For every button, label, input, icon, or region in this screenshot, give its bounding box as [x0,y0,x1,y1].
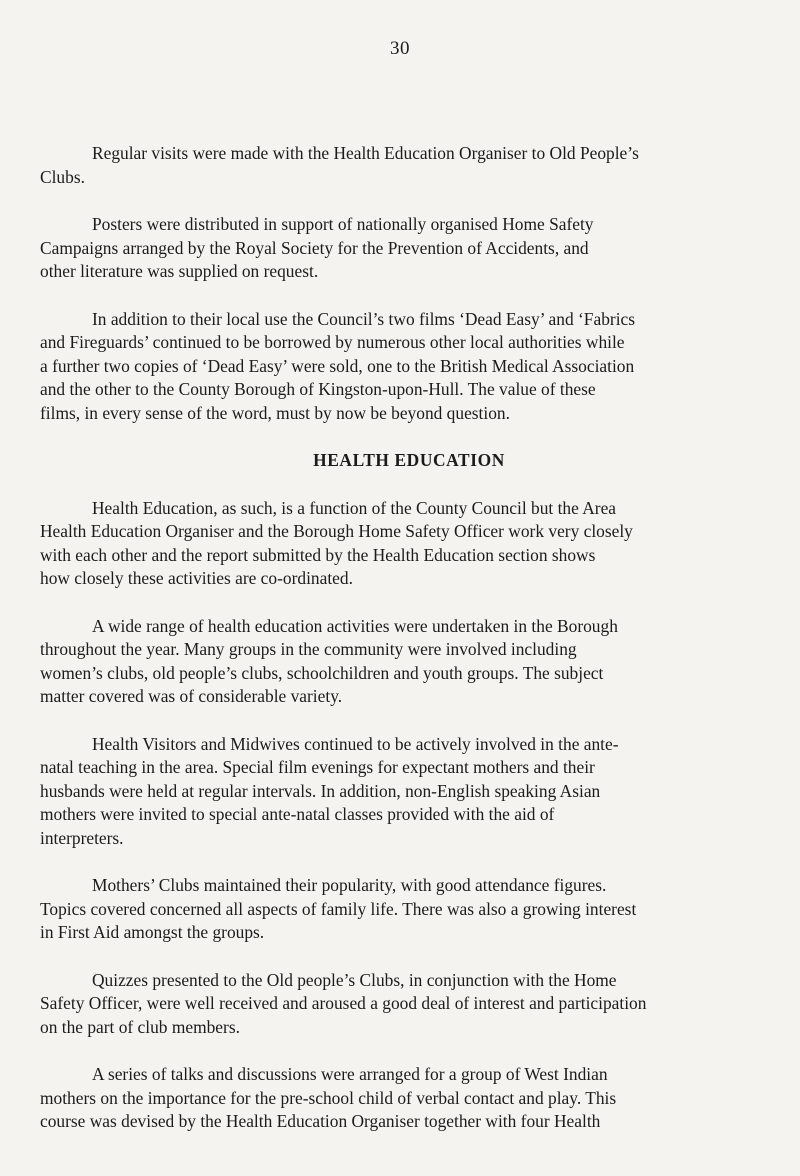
text-line: how closely these activities are co-ordinated. [40,568,353,588]
text-line: and the other to the County Borough of Kingston-upon-Hull. The value of these [40,379,596,399]
text-line: mothers were invited to special ante-natal classes provided with the aid of [40,804,555,824]
text-line: Regular visits were made with the Health Education Organiser to Old People’s [92,143,639,163]
text-line: Health Visitors and Midwives continued to be actively involved in the ante- [92,733,619,754]
text-line: A series of talks and discussions were arranged for a group of West Indian [92,1064,608,1084]
text-line: a further two copies of ‘Dead Easy’ were sold, one to the British Medical Association [40,355,635,376]
paragraphs-after-heading [40,497,778,1134]
text-line: Mothers’ Clubs maintained their popularity, with good attendance figures. [92,875,607,895]
text-line: in First Aid amongst the groups. [40,922,265,942]
text-line: matter covered was of considerable variety. [40,686,343,706]
text-line: Quizzes presented to the Old people’s Clubs, in conjunction with the Home [92,969,617,990]
paragraph [40,213,778,284]
text-line: In addition to their local use the Council’s two films ‘Dead Easy’ and ‘Fabrics [92,308,636,329]
text-line: women’s clubs, old people’s clubs, schoolchildren and youth groups. The subject [40,662,604,683]
text-line: Campaigns arranged by the Royal Society for the Prevention of Accidents, and [40,237,589,258]
text-line: husbands were held at regular intervals. In addition, non-English speaking Asian [40,780,601,801]
text-line: interpreters. [40,827,124,848]
paragraph [40,308,778,426]
paragraphs-before-heading [40,142,778,425]
section-heading: HEALTH EDUCATION [313,450,505,470]
text-line: films, in every sense of the word, must by now be beyond question. [40,402,510,423]
paragraph [40,969,778,1040]
text-line: and Fireguards’ continued to be borrowed by numerous other local authorities while [40,332,625,352]
text-line: A wide range of health education activities were undertaken in the Borough [92,615,618,636]
text-line: Clubs. [40,166,85,187]
paragraph [40,497,778,591]
text-line: Health Education, as such, is a function of the County Council but the Area [92,497,617,518]
page-number: 30 [390,38,410,59]
text-line: Topics covered concerned all aspects of family life. There was also a growing interest [40,898,637,919]
text-line: with each other and the report submitted by the Health Education section shows [40,544,596,565]
text-line: other literature was supplied on request. [40,261,319,281]
text-line: natal teaching in the area. Special film evenings for expectant mothers and their [40,757,595,777]
text-line: throughout the year. Many groups in the community were involved including [40,639,577,659]
paragraph [40,874,778,945]
text-line: Health Education Organiser and the Borough Home Safety Officer work very closely [40,521,633,541]
paragraph [40,615,778,709]
text-line: course was devised by the Health Education Organiser together with four Health [40,1111,601,1131]
text-line: Posters were distributed in support of nationally organised Home Safety [92,214,594,234]
paragraph [40,733,778,851]
text-line: on the part of club members. [40,1016,240,1037]
text-line: mothers on the importance for the pre-school child of verbal contact and play. This [40,1087,617,1108]
paragraph [40,142,778,189]
paragraph [40,1063,778,1134]
body-text [40,142,778,1158]
text-line: Safety Officer, were well received and aroused a good deal of interest and participation [40,993,647,1013]
